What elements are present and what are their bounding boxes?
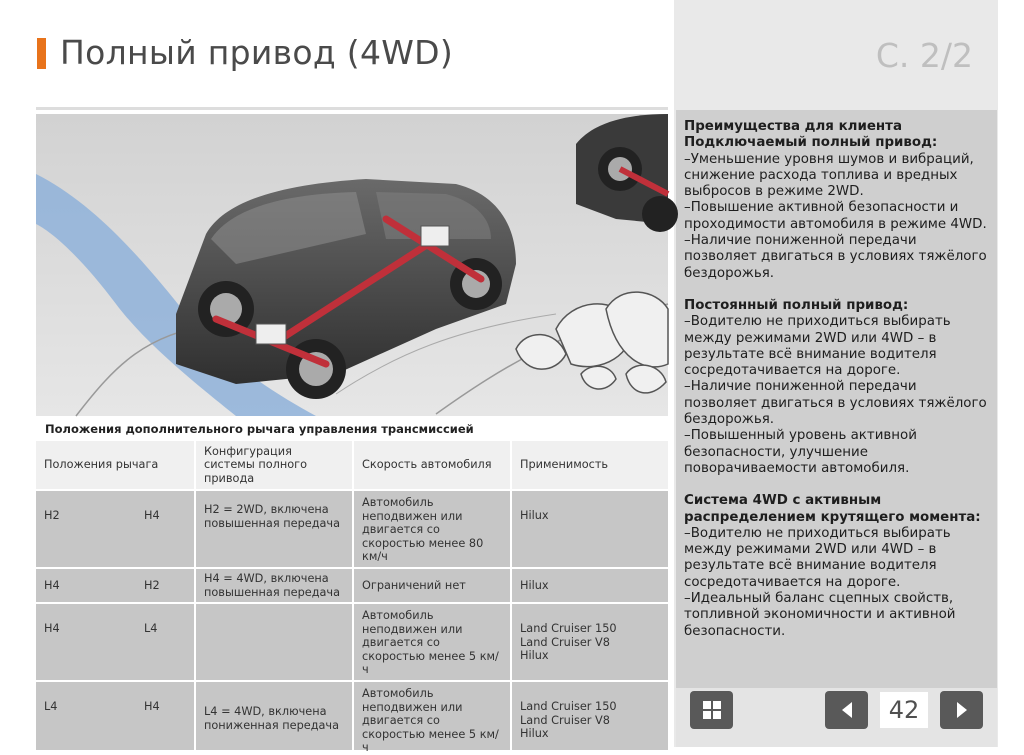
info-section-switchable-4wd: [684, 119, 989, 282]
config-cell: H2 = 2WD, включена повышенная передача: [194, 491, 352, 567]
next-page-button[interactable]: [940, 691, 983, 729]
config-cell: [194, 604, 352, 680]
table-row: [36, 489, 668, 567]
speed-cell: Автомобиль неподвижен или двигается со скоростью менее 5 км/ч: [352, 604, 510, 680]
lever-cell: H2 H4: [44, 509, 160, 522]
previous-page-button[interactable]: [825, 691, 868, 729]
column-header: Применимость: [510, 441, 668, 489]
speed-cell: Ограничений нет: [352, 569, 510, 602]
table-row: [36, 602, 668, 680]
config-cell: H4 = 4WD, включена повышенная передача: [194, 569, 352, 602]
triangle-left-icon: [840, 701, 854, 719]
applicability-cell: Hilux: [510, 491, 668, 567]
speed-cell: Автомобиль неподвижен или двигается со скоростью менее 80 км/ч: [352, 491, 510, 567]
benefits-panel: [676, 110, 997, 688]
table-row: [36, 567, 668, 602]
lever-cell: H4 H2: [44, 578, 160, 592]
title-accent-bar: [37, 38, 46, 69]
column-header: Конфигурация системы полного привода: [194, 441, 352, 489]
section-body: –Водителю не приходиться выбирать между режимами 2WD или 4WD – в результате всё внимание водителя сосредотачивается на дороге. –Идеальный баланс сцепных свойств, топливной экономичности и активной безопасности.: [684, 525, 956, 639]
lever-positions-table: [36, 441, 668, 754]
grid-menu-icon: [702, 700, 722, 720]
column-header: Положения рычага: [44, 458, 159, 472]
menu-button[interactable]: [690, 691, 733, 729]
lever-cell: L4 H4: [44, 700, 160, 713]
table-row: [36, 680, 668, 754]
info-section-permanent-4wd: [684, 298, 989, 477]
table-header-row: [36, 441, 668, 489]
page-counter: С. 2/2: [875, 36, 973, 75]
info-section-active-torque-4wd: [684, 493, 989, 640]
page-number: 42: [880, 692, 928, 728]
page-title: Полный привод (4WD): [60, 33, 454, 72]
applicability-cell: Land Cruiser 150 Land Cruiser V8 Hilux: [510, 604, 668, 680]
section-heading: Постоянный полный привод:: [684, 297, 909, 313]
section-body: –Водителю не приходиться выбирать между режимами 2WD или 4WD – в результате всё внимание водителя сосредотачивается на дороге. –Наличие пониженной передачи позволяет двигаться в условиях тяжёлого бездорожья. –Повышенный уровень активной безопасности, улучшение поворачиваемости автомобиля.: [684, 314, 987, 476]
column-header: Скорость автомобиля: [352, 441, 510, 489]
section-body: –Уменьшение уровня шумов и вибраций, снижение расхода топлива и вредных выбросов в режиме 2WD. –Повышение активной безопасности и проходимости автомобиля в режиме 4WD. –Наличие пониженной передачи позволяет двигаться в условиях тяжёлого бездорожья.: [684, 151, 987, 281]
config-cell: L4 = 4WD, включена пониженная передача: [194, 682, 352, 750]
header-divider: [36, 107, 668, 110]
applicability-cell: Hilux: [510, 569, 668, 602]
applicability-cell: Land Cruiser 150 Land Cruiser V8 Hilux: [510, 682, 668, 750]
speed-cell: Автомобиль неподвижен или двигается со скоростью менее 5 км/ч: [352, 682, 510, 750]
table-caption: Положения дополнительного рычага управления трансмиссией: [45, 422, 474, 436]
suv-drivetrain-illustration: [36, 114, 668, 416]
section-heading: Преимущества для клиента Подключаемый полный привод:: [684, 119, 938, 151]
section-heading: Система 4WD с активным распределением крутящего момента:: [684, 493, 981, 525]
triangle-right-icon: [955, 701, 969, 719]
lever-cell: H4 L4: [44, 622, 158, 635]
